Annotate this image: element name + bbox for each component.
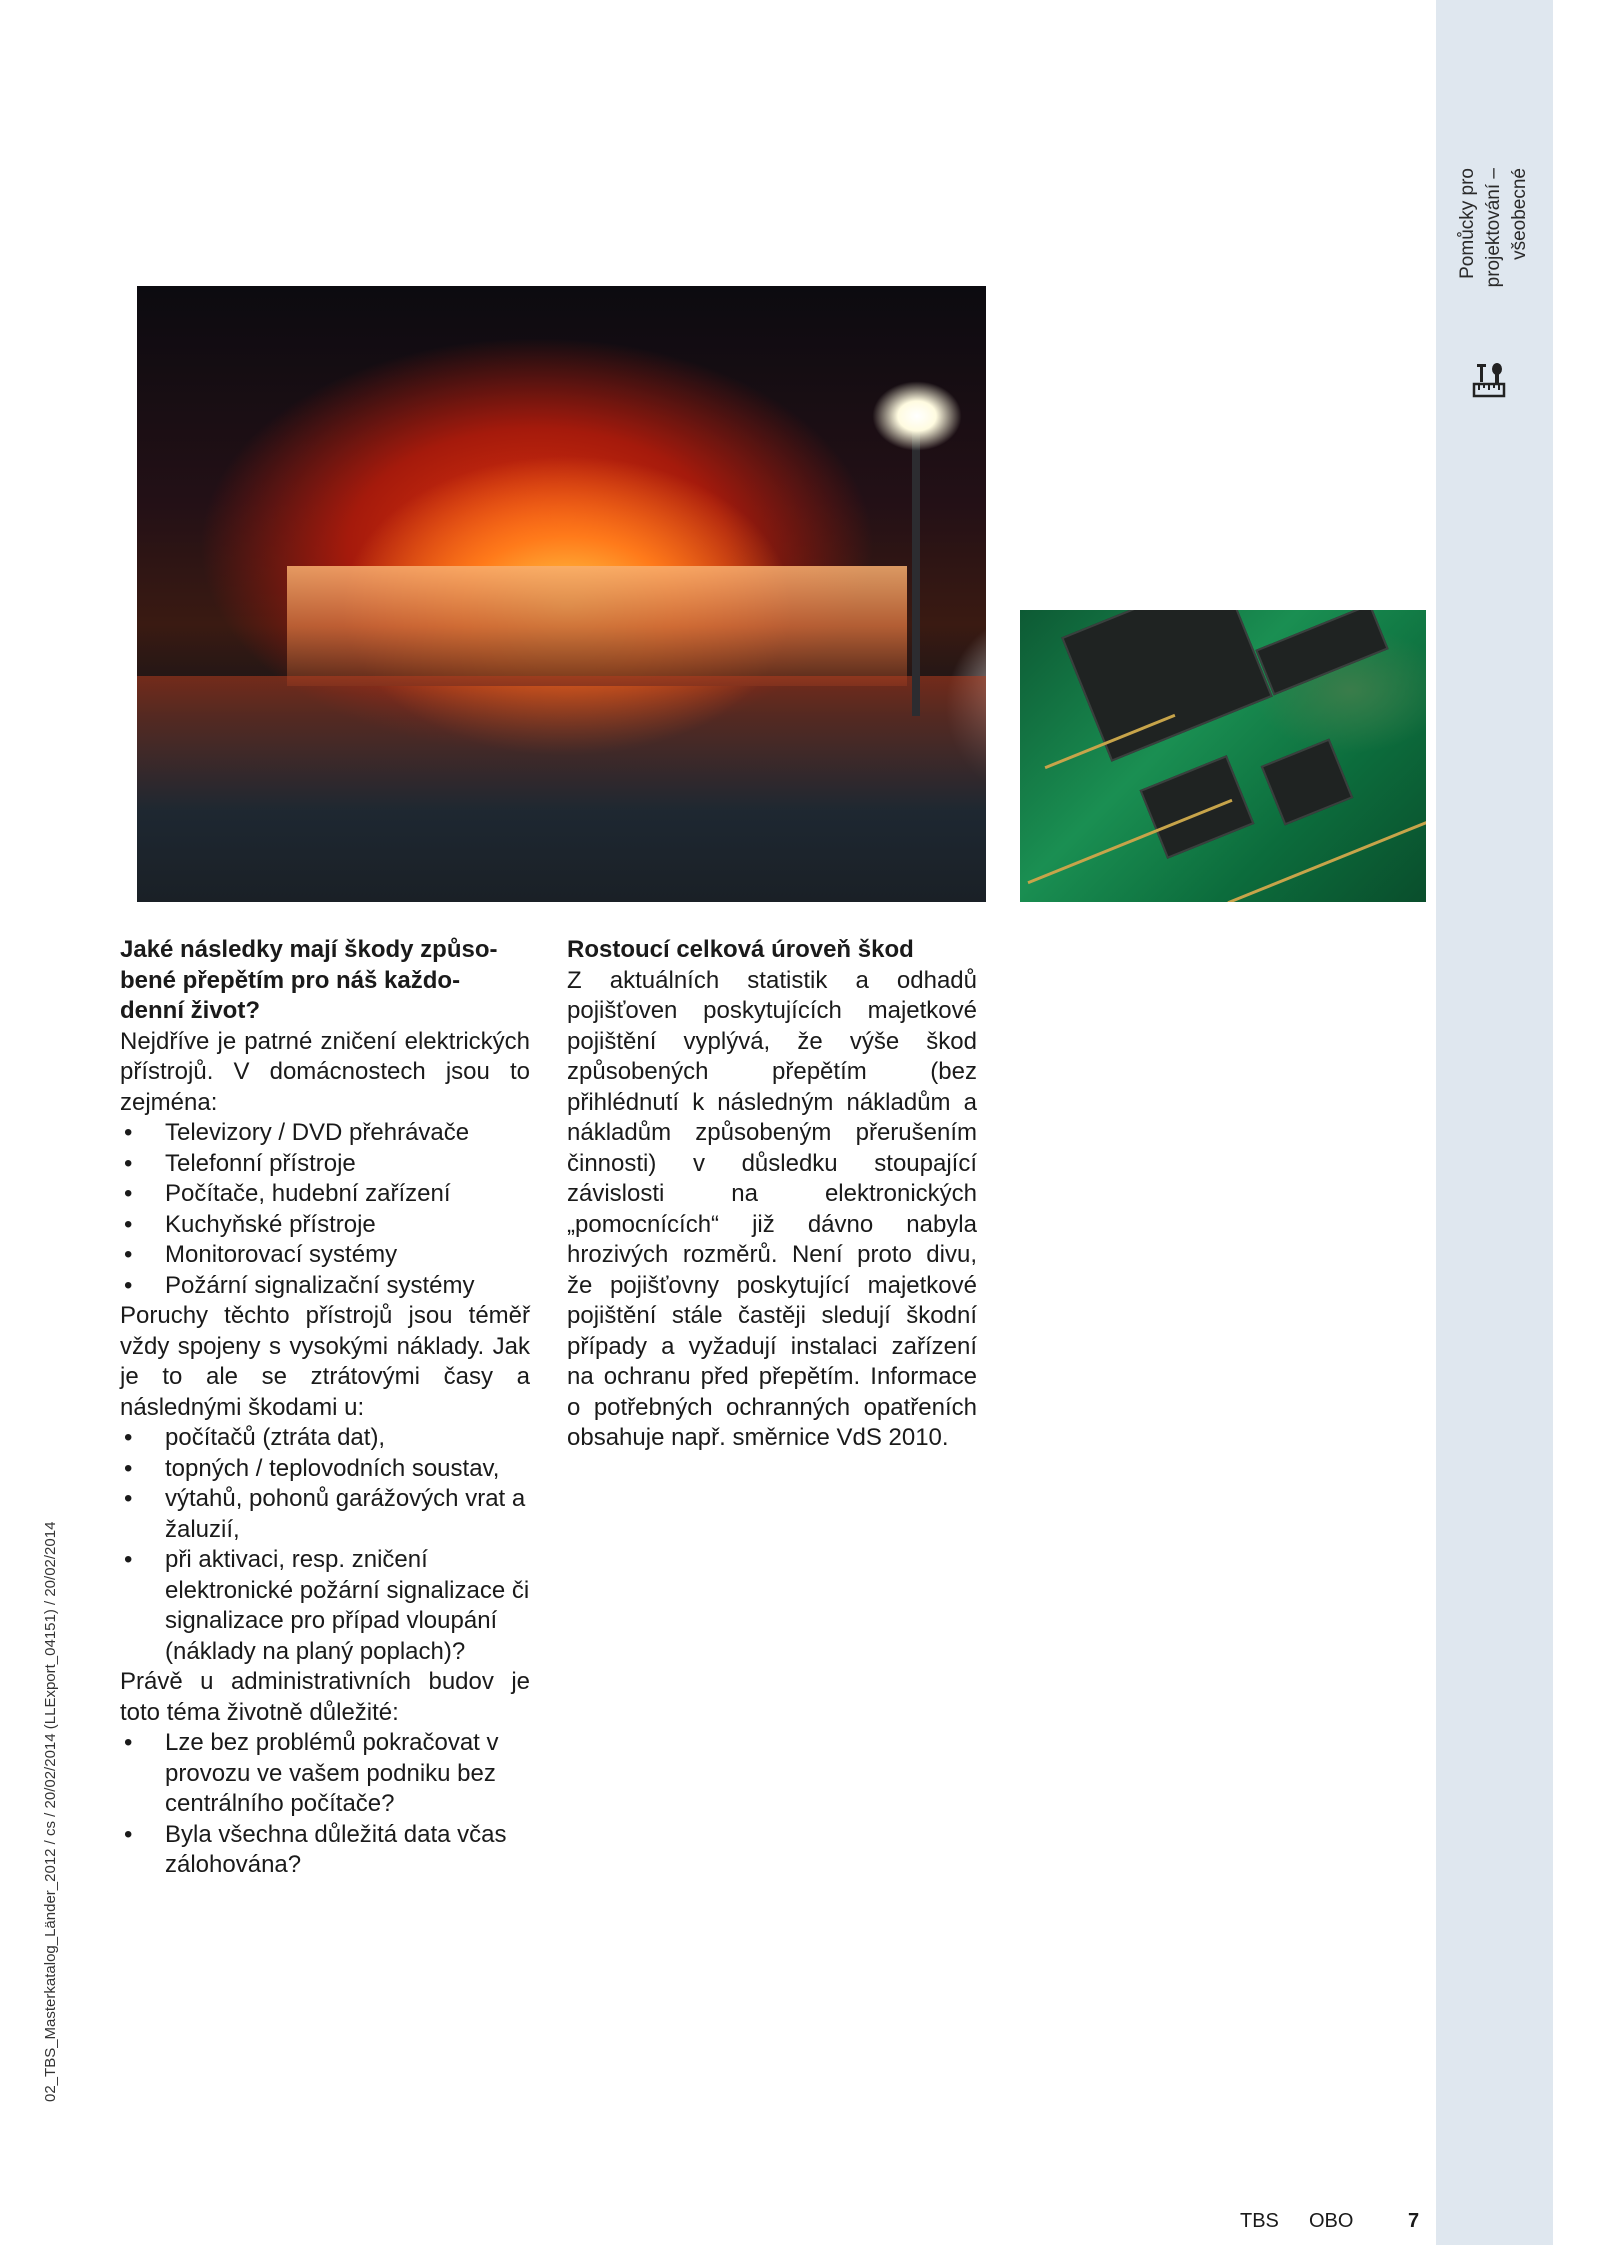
appliance-list (120, 1118, 530, 1301)
page-number: 7 (1408, 2210, 1420, 2232)
chip (1261, 738, 1354, 825)
left-column (120, 935, 530, 1881)
section-label-line-1: Pomůcky pro (1457, 168, 1478, 279)
right-heading: Rostoucí celková úroveň škod (567, 936, 914, 963)
list-item: • Požární signalizační systémy (120, 1271, 530, 1302)
street-lamp-pole (912, 416, 920, 716)
section-label (1455, 168, 1545, 318)
list-item: • Telefonní přístroje (120, 1149, 530, 1180)
list-item: • topných / teplovodních soustav, (120, 1454, 530, 1485)
left-heading-line-1: Jaké následky mají škody způso- (120, 936, 498, 963)
list-item: • výtahů, pohonů garážových vrat a žaluzií, (120, 1484, 530, 1545)
right-body: Z aktuálních statistik a odhadů pojišťoven poskytujících majetkové pojištění vyplývá, že výše škod způsobených přepětím (bez přihlédnutí k následným nákladům a nákladům způsobeným přerušením činnosti) v důsledku stoupající závislosti na elektronických „pomocnících“ již dávno nabyla hrozivých rozměrů. Není proto divu, že pojišťovny poskytující majetkové pojištění stále častěji sledují škodní případy a vyžadují instalaci zařízení na ochranu před přepětím. Informace o potřebných ochranných opatřeních obsahuje např. směrnice VdS 2010. (567, 966, 977, 1451)
footer-obo: OBO (1309, 2210, 1354, 2232)
section-label-line-2: projektování – (1483, 168, 1504, 288)
chip (1255, 610, 1388, 695)
office-paragraph: Právě u administrativních budov je toto téma životně důležité: (120, 1668, 530, 1726)
damage-list (120, 1423, 530, 1667)
intro-paragraph: Nejdříve je patrné zničení elektrických přístrojů. V domácnostech jsou to zejména: (120, 1027, 530, 1116)
print-metadata: 02_TBS_Masterkatalog_Länder_2012 / cs / 20/02/2014 (LLExport_04151) / 20/02/2014 (42, 1521, 59, 2102)
left-heading (120, 935, 530, 1027)
question-list (120, 1728, 530, 1881)
right-column (567, 935, 977, 1454)
list-item: • Počítače, hudební zařízení (120, 1179, 530, 1210)
list-item: • počítačů (ztráta dat), (120, 1423, 530, 1454)
wet-ground (137, 676, 986, 902)
costs-paragraph: Poruchy těchto přístrojů jsou téměř vždy spojeny s vysokými náklady. Jak je to ale se ztrátovými časy a následnými škodami u: (120, 1302, 530, 1421)
footer-tbs: TBS (1240, 2210, 1279, 2232)
left-heading-line-2: bené přepětím pro náš každo- (120, 966, 461, 994)
section-label-line-3: všeobecné (1509, 168, 1530, 260)
circuit-board-photo (1020, 610, 1426, 902)
sidebar-band (1436, 0, 1553, 2245)
large-chip (1061, 610, 1273, 762)
tools-ruler-icon (1468, 360, 1510, 402)
list-item: • Kuchyňské přístroje (120, 1210, 530, 1241)
list-item: • Monitorovací systémy (120, 1240, 530, 1271)
street-lamp-light (872, 381, 962, 451)
list-item: • Lze bez problémů pokračovat v provozu ve vašem podniku bez centrálního počítače? (120, 1728, 530, 1820)
chip (1140, 755, 1255, 859)
burning-building (287, 566, 907, 686)
board-trace (1227, 819, 1426, 902)
fire-photo (137, 286, 986, 902)
list-item: • při aktivaci, resp. zničení elektronické požární signalizace či signalizace pro případ vloupání (náklady na planý poplach)? (120, 1545, 530, 1667)
left-heading-line-3: denní život? (120, 997, 260, 1024)
list-item: • Byla všechna důležitá data včas zálohována? (120, 1820, 530, 1881)
list-item: • Televizory / DVD přehrávače (120, 1118, 530, 1149)
